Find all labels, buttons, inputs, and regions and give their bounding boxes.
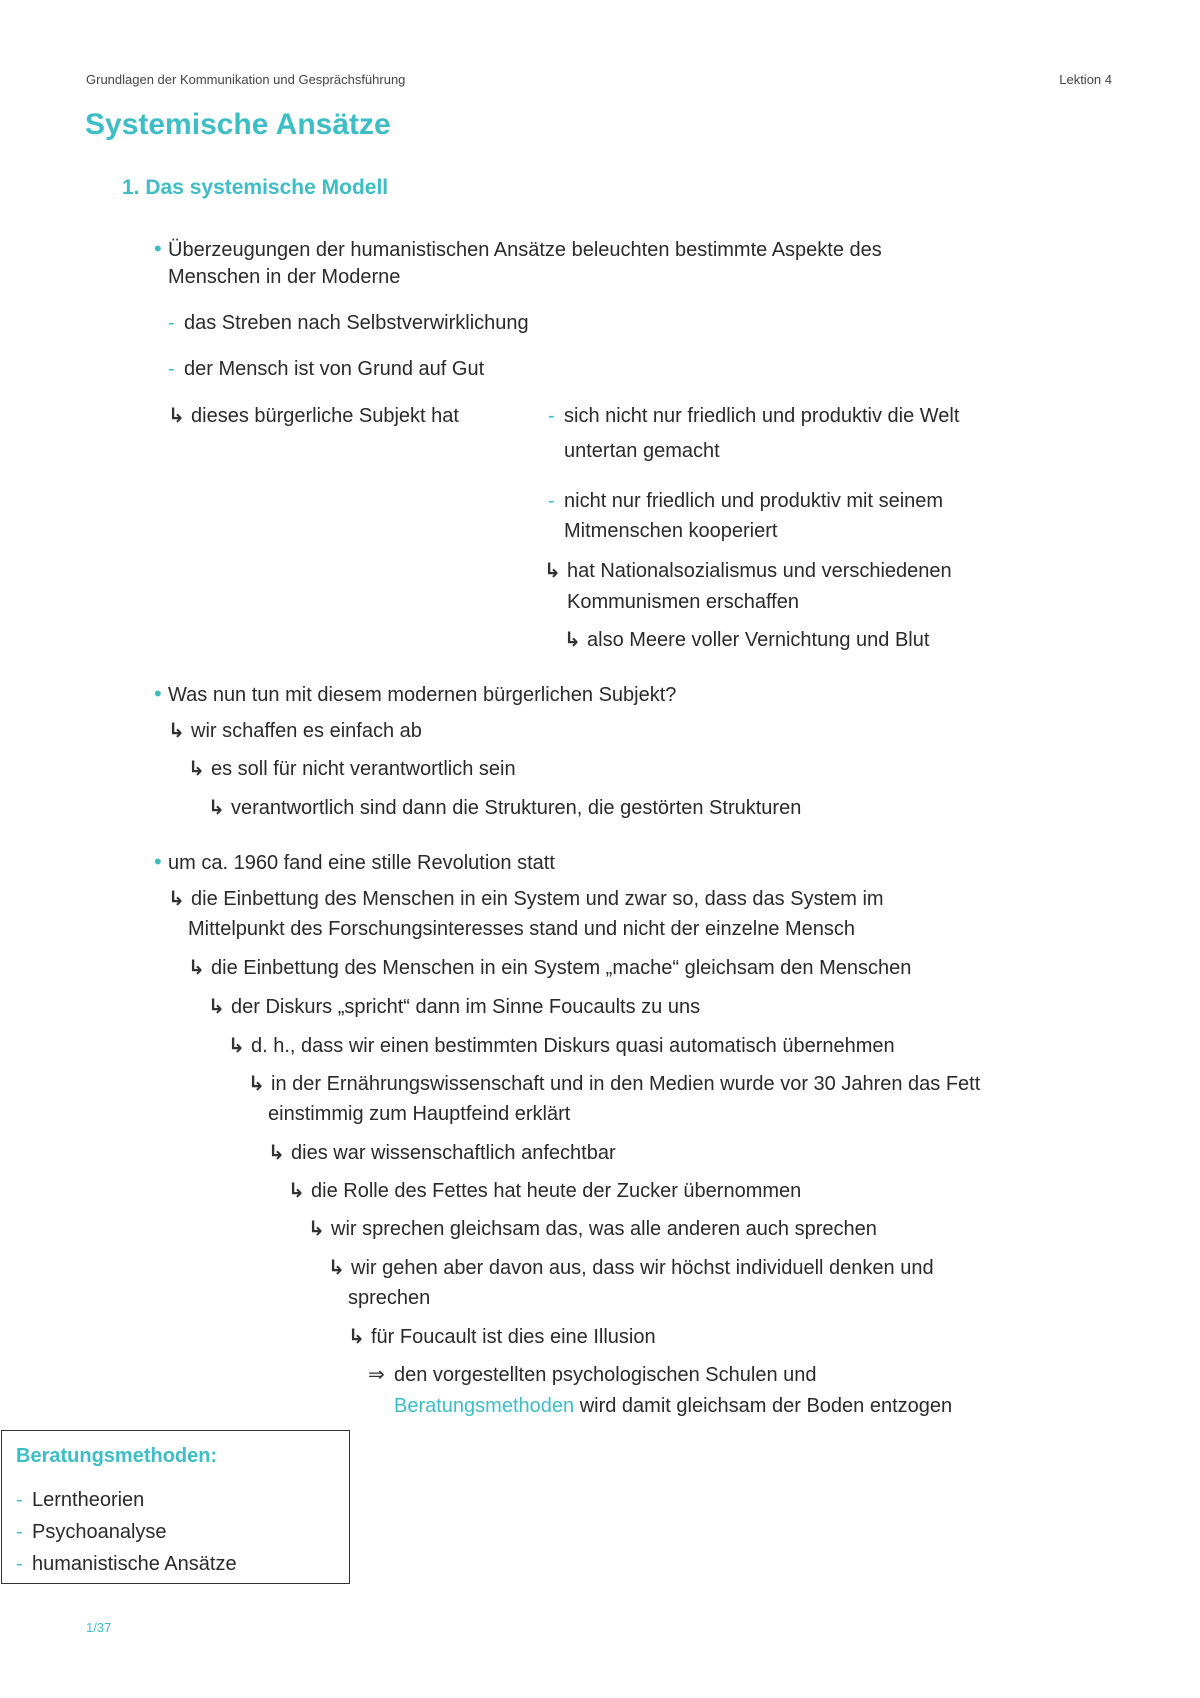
bullet-marker: • bbox=[154, 681, 162, 706]
arrow-item bbox=[268, 1138, 616, 1169]
arrow-item bbox=[208, 992, 700, 1023]
arrow-text: wir schaffen es einfach ab bbox=[191, 720, 422, 742]
arrow-text: es soll für nicht verantwortlich sein bbox=[211, 758, 516, 780]
dash-marker: - bbox=[548, 405, 555, 427]
header-course: Grundlagen der Kommunikation und Gesprächsführung bbox=[86, 72, 406, 87]
dash-item bbox=[168, 354, 484, 385]
implies-text: den vorgestellten psychologischen Schulen und bbox=[394, 1364, 817, 1386]
arrow-text: der Diskurs „spricht“ dann im Sinne Foucaults zu uns bbox=[231, 996, 701, 1018]
bullet-1-text: Überzeugungen der humanistischen Ansätze beleuchten bestimmte Aspekte des bbox=[168, 239, 882, 261]
arrow-icon: ↳ bbox=[544, 560, 561, 582]
arrow-text: die Rolle des Fettes hat heute der Zucker übernommen bbox=[311, 1180, 802, 1202]
arrow-icon: ↳ bbox=[268, 1142, 285, 1164]
arrow-icon: ↳ bbox=[208, 797, 225, 819]
arrow-item bbox=[168, 716, 422, 747]
arrow-icon: ↳ bbox=[228, 1035, 245, 1057]
sidebox-item bbox=[16, 1553, 237, 1576]
arrow-item-cont: sprechen bbox=[348, 1287, 431, 1309]
arrow-icon: ↳ bbox=[168, 720, 185, 742]
dash-marker: - bbox=[16, 1553, 23, 1575]
arrow-item bbox=[308, 1214, 877, 1245]
dash-item bbox=[168, 308, 529, 339]
arrow-item bbox=[208, 793, 801, 824]
arrow-icon: ↳ bbox=[188, 957, 205, 979]
arrow-icon: ↳ bbox=[208, 996, 225, 1018]
dash-item bbox=[548, 401, 959, 432]
arrow-text: also Meere voller Vernichtung und Blut bbox=[587, 629, 930, 651]
implies-icon: ⇒ bbox=[368, 1364, 385, 1386]
bullet-2-text: Was nun tun mit diesem modernen bürgerlichen Subjekt? bbox=[168, 684, 677, 706]
dash-item-cont: untertan gemacht bbox=[564, 440, 720, 462]
sidebox-title: Beratungsmethoden: bbox=[16, 1445, 218, 1467]
arrow-item-cont: einstimmig zum Hauptfeind erklärt bbox=[268, 1103, 571, 1125]
arrow-icon: ↳ bbox=[168, 405, 185, 427]
arrow-item bbox=[188, 754, 516, 785]
arrow-icon: ↳ bbox=[168, 888, 185, 910]
bullet-marker: • bbox=[154, 849, 162, 874]
dash-marker: - bbox=[16, 1521, 23, 1543]
arrow-item bbox=[168, 884, 884, 915]
implies-item bbox=[368, 1360, 817, 1391]
arrow-item bbox=[288, 1176, 801, 1207]
arrow-icon: ↳ bbox=[288, 1180, 305, 1202]
dash-text: der Mensch ist von Grund auf Gut bbox=[184, 358, 485, 380]
arrow-item bbox=[328, 1253, 934, 1284]
sidebox-item-text: Lerntheorien bbox=[32, 1489, 145, 1511]
arrow-text: hat Nationalsozialismus und verschiedenen bbox=[567, 560, 952, 582]
arrow-text: verantwortlich sind dann die Strukturen, die gestörten Strukturen bbox=[231, 797, 802, 819]
dash-text: sich nicht nur friedlich und produktiv die Welt bbox=[564, 405, 960, 427]
dash-item bbox=[548, 486, 943, 517]
implies-text-rest: wird damit gleichsam der Boden entzogen bbox=[574, 1395, 953, 1417]
dash-text: das Streben nach Selbstverwirklichung bbox=[184, 312, 529, 334]
implies-item-cont bbox=[394, 1391, 952, 1422]
dash-item-cont: Mitmenschen kooperiert bbox=[564, 520, 778, 542]
header-lesson: Lektion 4 bbox=[1059, 72, 1112, 87]
arrow-text: dies war wissenschaftlich anfechtbar bbox=[291, 1142, 616, 1164]
arrow-text: für Foucault ist dies eine Illusion bbox=[371, 1326, 656, 1348]
bullet-2 bbox=[154, 678, 676, 711]
arrow-item bbox=[188, 953, 911, 984]
arrow-icon: ↳ bbox=[348, 1326, 365, 1348]
dash-text: nicht nur friedlich und produktiv mit seinem bbox=[564, 490, 944, 512]
arrow-text: dieses bürgerliche Subjekt hat bbox=[191, 405, 459, 427]
arrow-icon: ↳ bbox=[248, 1073, 265, 1095]
sidebox-item bbox=[16, 1521, 167, 1544]
arrow-icon: ↳ bbox=[328, 1257, 345, 1279]
dash-marker: - bbox=[168, 312, 175, 334]
section-heading: 1. Das systemische Modell bbox=[122, 176, 389, 199]
page-number: 1/37 bbox=[86, 1620, 112, 1635]
sidebox-item-text: humanistische Ansätze bbox=[32, 1553, 237, 1575]
page-title: Systemische Ansätze bbox=[85, 108, 391, 141]
arrow-text: die Einbettung des Menschen in ein System „mache“ gleichsam den Menschen bbox=[211, 957, 912, 979]
bullet-marker: • bbox=[154, 236, 162, 261]
bullet-3-text: um ca. 1960 fand eine stille Revolution statt bbox=[168, 852, 555, 874]
arrow-icon: ↳ bbox=[188, 758, 205, 780]
arrow-text: die Einbettung des Menschen in ein System und zwar so, dass das System im bbox=[191, 888, 884, 910]
arrow-item bbox=[348, 1322, 656, 1353]
arrow-item bbox=[168, 401, 459, 432]
arrow-icon: ↳ bbox=[564, 629, 581, 651]
sidebox-item-text: Psychoanalyse bbox=[32, 1521, 167, 1543]
arrow-item bbox=[248, 1069, 980, 1100]
dash-marker: - bbox=[548, 490, 555, 512]
arrow-text: in der Ernährungswissenschaft und in den Medien wurde vor 30 Jahren das Fett bbox=[271, 1073, 981, 1095]
sidebox-item bbox=[16, 1489, 144, 1512]
arrow-item bbox=[544, 556, 952, 587]
arrow-item-cont: Mittelpunkt des Forschungsinteresses stand und nicht der einzelne Mensch bbox=[188, 918, 856, 940]
beratungsmethoden-link[interactable]: Beratungsmethoden bbox=[394, 1395, 575, 1417]
arrow-item bbox=[564, 625, 929, 656]
beratungsmethoden-box bbox=[1, 1430, 350, 1584]
arrow-text: wir sprechen gleichsam das, was alle anderen auch sprechen bbox=[331, 1218, 877, 1240]
arrow-icon: ↳ bbox=[308, 1218, 325, 1240]
arrow-text: d. h., dass wir einen bestimmten Diskurs quasi automatisch übernehmen bbox=[251, 1035, 895, 1057]
arrow-item bbox=[228, 1031, 895, 1062]
bullet-3 bbox=[154, 846, 555, 879]
arrow-item-cont: Kommunismen erschaffen bbox=[567, 591, 799, 613]
bullet-1-cont: Menschen in der Moderne bbox=[168, 266, 401, 288]
dash-marker: - bbox=[16, 1489, 23, 1511]
arrow-text: wir gehen aber davon aus, dass wir höchst individuell denken und bbox=[351, 1257, 934, 1279]
dash-marker: - bbox=[168, 358, 175, 380]
